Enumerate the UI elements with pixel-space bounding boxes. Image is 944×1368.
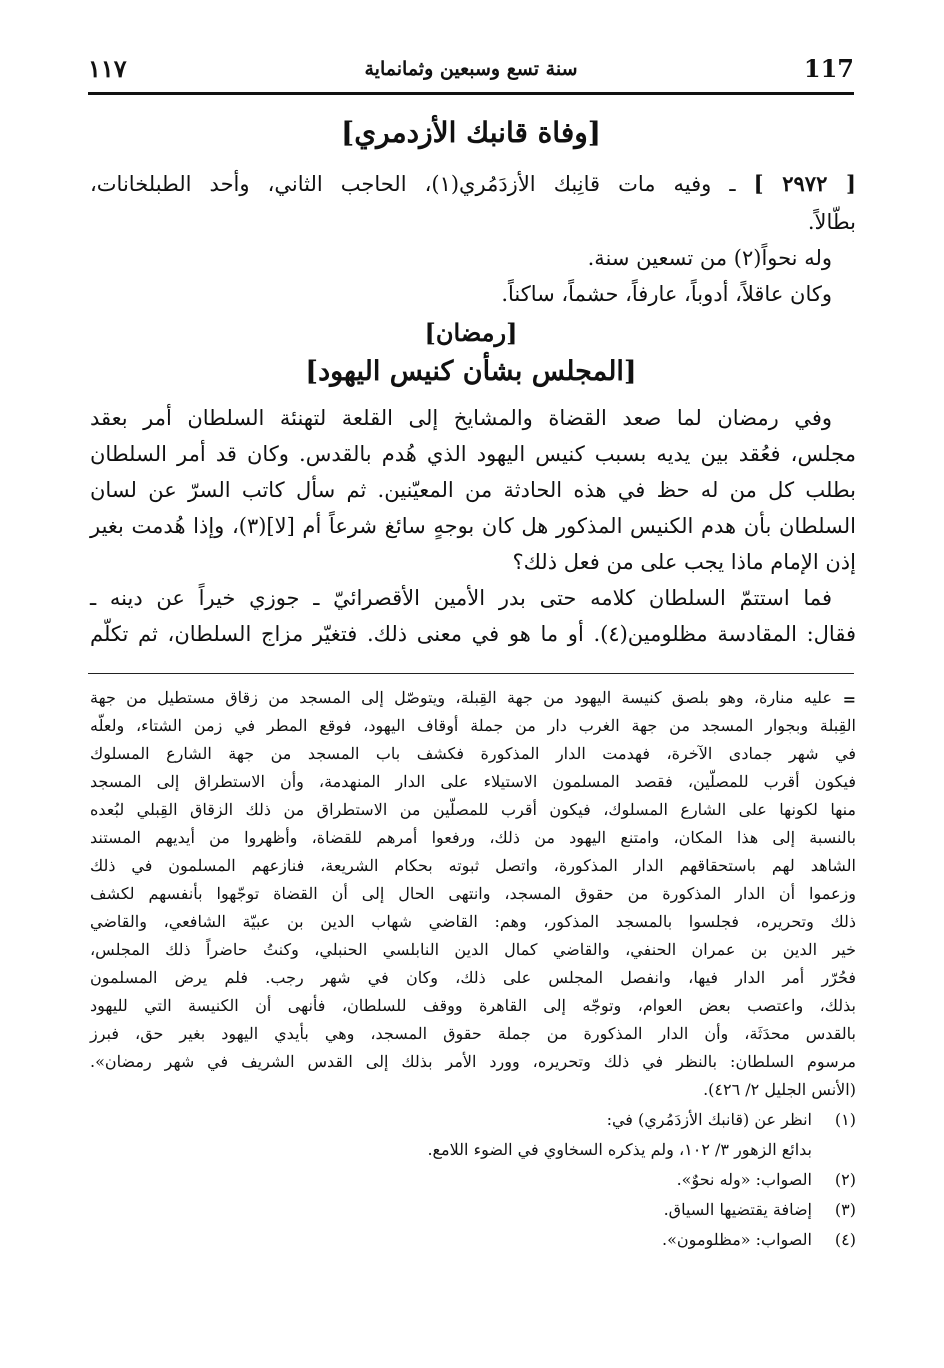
footnote-line: عليه منارة، وهو بلصق كنيسة اليهود من جهة القِبلة، ويتوصّل إلى المسجد من زقاق مستطيل من جهة [90,688,832,707]
body-line: فما استتمّ السلطان كلامه حتى بدر الأمين الأقصرائيّ ـ جوزي خيراً عن دينه ـ [90,586,832,610]
section-heading-death: [وفاة قانبك الأزدمري] [341,116,601,149]
page-number-latin: 117 [803,54,854,83]
footnote-text: انظر عن (قانبك الأزدَمُري) في: [606,1110,812,1129]
entry-line-4: وكان عاقلاً، أدوباً، عارفاً، حشماً، ساكناً. [501,282,832,306]
footnote-continuation-mark: = [842,690,856,709]
entry-number: [ ٢٩٧٢ ] [753,171,856,196]
page-number-arabic: ١١٧ [88,54,127,83]
footnote-line: (الأنس الجليل ٢/ ٤٢٦). [703,1080,856,1099]
footnote-line: فيكون أقرب للمصلّين، فقصد المسلمون الاستيلاء على الدار المنهدمة، وأن الاستطراق إلى المسجد [90,772,856,791]
body-line: مجلس، فعُقد بين يديه بسبب كنيس اليهود الذي هُدم بالقدس. وكان قد أمر السلطان [90,442,856,466]
entry-line-3: وله نحواً(٢) من تسعين سنة. [587,246,832,270]
footnote-line: بالقدس محدَثَة، وأن الدار المذكورة من جملة حقوق المسجد، وهي بأيدي اليهود بغير حق، فبرز [90,1024,856,1043]
footnote-line: في شهر جمادى الآخرة، فهدمت الدار المذكورة فكشف باب المسجد من جهة الشارع المسلوك [90,744,856,763]
footnote-line: فحُرّر أمر الدار فيها، وانفصل المجلس على ذلك، وكان في شهر رجب. فلم يرض المسلمون [90,968,857,987]
footnote-number: (٢) [834,1170,856,1189]
body-line: إذن الإمام ماذا يجب على من فعل ذلك؟ [512,550,856,574]
entry-line-2: بطّالاً. [807,210,856,234]
footnote-number: (١) [834,1110,856,1129]
body-line: فقال: المقادسة مظلومين(٤). أو ما هو في معنى ذلك. فتغيّر مزاج السلطان، ثم تكلّم [90,622,856,646]
footnote-line: منها لكونها على الشارع المسلوك، فيكون أقرب للمصلّين من الاستطراق من ذلك الزقاق القِبلي لبُعده [90,800,856,819]
footnote-line: خير الدين بن عمران الحنفي، والقاضي كمال الدين النابلسي الحنبلي، وكنتُ حاضراً ذلك المجلس، [90,940,856,959]
footnote-line: الشاهد لهم باستحقاقهم الدار المذكورة، واتصل ثبوته بحكام الشريعة، فنازعهم المسلمون في ذلك [90,856,856,875]
footnote-line: وزعموا أن الدار المذكورة من حقوق المسجد، وانتهى الحال إلى أن القضاة توجّهوا بأنفسهم لكشف [90,884,856,903]
footnote-line: القِبلة وبجوار المسجد من جهة الغرب دار من جملة أوقاف اليهود، فوقع المطر في زمن الشتاء، ولعلّه [90,716,856,735]
footnote-line: ذلك وتحريره، فجلسوا بالمسجد المذكور، وهم: القاضي شهاب الدين بن عبيّة الشافعي، والقاضي [90,912,856,931]
body-line: وفي رمضان لما صعد القضاة والمشايخ إلى القلعة لتهنئة السلطان أمر بعقد [90,406,832,430]
running-title: سنة تسع وسبعين وثمانماية [364,58,578,80]
footnote-number: (٤) [834,1230,856,1249]
entry-text: ـ وفيه مات قانِبك الأزدَمُري(١)، الحاجب الثاني، وأحد الطبلخانات، [90,172,736,196]
footnote-text: الصواب: «وله نحوٌ». [676,1170,812,1189]
footnote-text: إضافة يقتضيها السياق. [663,1200,812,1219]
footnote-line: مرسوم السلطان: بالنظر في ذلك وتحريره، وورد الأمر بذلك إلى القدس الشريف في شهر رمضان». [90,1052,856,1071]
footnote-line: بذلك، واعتصب بعض العوام، وتوجّه إلى القاهرة ووقف للسلطان، فأنهى أن الكنيسة التي لليهود [90,996,856,1015]
page-header [88,52,854,95]
entry-line [90,166,856,202]
section-heading-ramadan: [رمضان] [424,318,518,347]
footnote-line: بالنسبة إلى هذا المكان، وامتنع اليهود من ذلك، ورفعوا أمرهم للقضاة، وأظهروا من أيديهم المستند [90,828,856,847]
footnote-number: (٣) [834,1200,856,1219]
footnote-text: بدائع الزهور ٣/ ١٠٢، ولم يذكره السخاوي في الضوء اللامع. [427,1140,812,1159]
body-line: بطلب كل من له حظ في هذه الحادثة من المعيّنين. ثم سأل كاتب السرّ عن لسان [90,478,856,502]
section-heading-council: [المجلس بشأن كنيس اليهود] [305,356,637,387]
footnote-divider [88,673,854,674]
body-line: السلطان بأن هدم الكنيس المذكور هل كان بوجهٍ سائغ شرعاً أم [لا](٣)، وإذا هُدمت بغير [90,514,856,538]
footnote-text: الصواب: «مظلومون». [662,1230,812,1249]
